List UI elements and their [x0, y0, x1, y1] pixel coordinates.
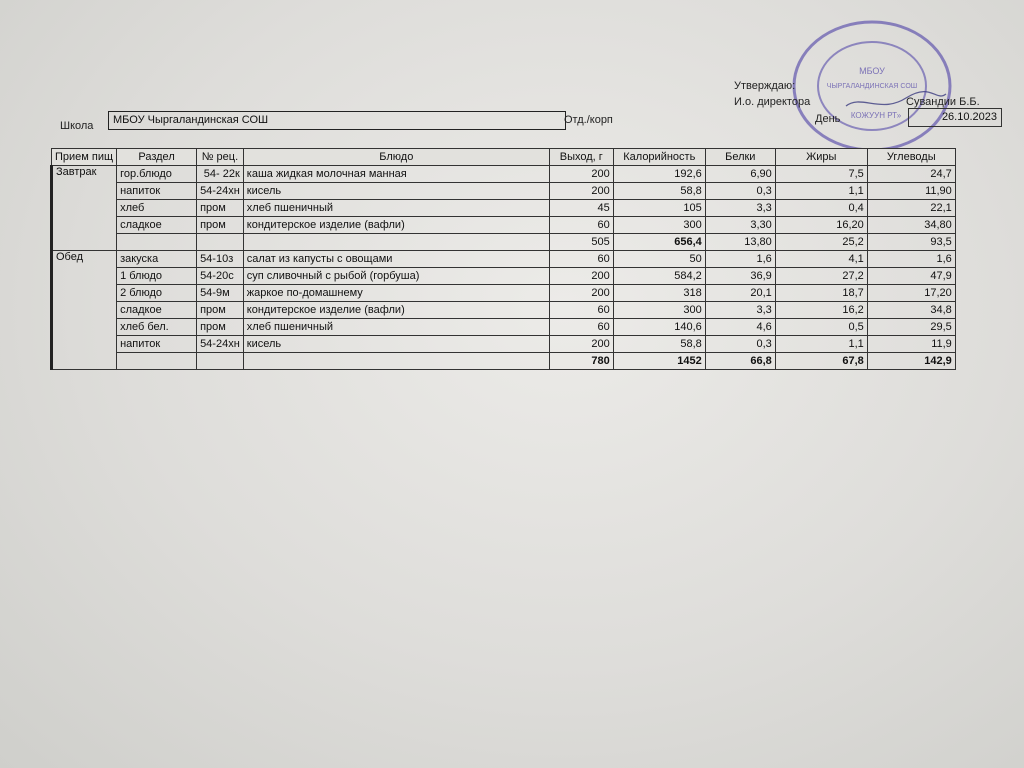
total-kcal: 656,4 — [613, 234, 705, 251]
cell-fat: 18,7 — [775, 285, 867, 302]
total-fat: 67,8 — [775, 353, 867, 370]
cell-yield: 200 — [549, 336, 613, 353]
cell-dish: жаркое по-домашнему — [243, 285, 549, 302]
cell-section: сладкое — [117, 217, 197, 234]
cell-carbs: 22,1 — [867, 200, 955, 217]
cell-section: гор.блюдо — [117, 166, 197, 183]
cell-section: хлеб — [117, 200, 197, 217]
total-yield: 780 — [549, 353, 613, 370]
cell-yield: 45 — [549, 200, 613, 217]
total-carbs: 142,9 — [867, 353, 955, 370]
approve-label: Утверждаю: — [734, 80, 796, 92]
cell-section: сладкое — [117, 302, 197, 319]
cell-protein: 3,30 — [705, 217, 775, 234]
cell-recipe: 54-24хн — [197, 336, 244, 353]
cell-fat: 1,1 — [775, 183, 867, 200]
table-header-row — [52, 149, 956, 166]
cell-fat: 0,5 — [775, 319, 867, 336]
cell-dish: кисель — [243, 336, 549, 353]
department-label: Отд./корп — [564, 114, 613, 126]
col-protein: Белки — [705, 149, 775, 166]
cell-kcal: 105 — [613, 200, 705, 217]
cell-recipe: 54-9м — [197, 285, 244, 302]
cell-dish: хлеб пшеничный — [243, 200, 549, 217]
cell-kcal: 58,8 — [613, 336, 705, 353]
cell-section: хлеб бел. — [117, 319, 197, 336]
cell-carbs: 11,9 — [867, 336, 955, 353]
col-recipe: № рец. — [197, 149, 244, 166]
table-row — [52, 319, 956, 336]
cell-fat: 16,2 — [775, 302, 867, 319]
cell-recipe: 54-24хн — [197, 183, 244, 200]
cell-fat: 7,5 — [775, 166, 867, 183]
cell-protein: 0,3 — [705, 336, 775, 353]
cell-dish: каша жидкая молочная манная — [243, 166, 549, 183]
col-dish: Блюдо — [243, 149, 549, 166]
total-protein: 66,8 — [705, 353, 775, 370]
cell-dish: кисель — [243, 183, 549, 200]
cell-recipe: пром — [197, 302, 244, 319]
school-label: Школа — [60, 120, 94, 132]
cell-carbs: 24,7 — [867, 166, 955, 183]
cell-recipe: 54-20с — [197, 268, 244, 285]
total-kcal: 1452 — [613, 353, 705, 370]
cell-kcal: 300 — [613, 217, 705, 234]
director-name: Сувандии Б.Б. — [906, 96, 980, 108]
total-carbs: 93,5 — [867, 234, 955, 251]
cell-dish: суп сливочный с рыбой (горбуша) — [243, 268, 549, 285]
cell-kcal: 58,8 — [613, 183, 705, 200]
cell-yield: 60 — [549, 302, 613, 319]
cell-carbs: 17,20 — [867, 285, 955, 302]
table-row — [52, 200, 956, 217]
cell-dish: салат из капусты с овощами — [243, 251, 549, 268]
stamp-top-text: МБОУ — [859, 66, 885, 76]
cell-recipe: пром — [197, 200, 244, 217]
stamp-bottom-text: КОЖУУН РТ» — [850, 111, 902, 120]
cell-fat: 0,4 — [775, 200, 867, 217]
meal-name: Завтрак — [52, 166, 117, 251]
col-kcal: Калорийность — [613, 149, 705, 166]
cell-carbs: 29,5 — [867, 319, 955, 336]
cell-carbs: 34,8 — [867, 302, 955, 319]
meal-name: Обед — [52, 251, 117, 370]
table-row — [52, 166, 956, 183]
cell-fat: 1,1 — [775, 336, 867, 353]
col-meal: Прием пищ — [52, 149, 117, 166]
table-row — [52, 217, 956, 234]
table-row — [52, 336, 956, 353]
cell-yield: 200 — [549, 166, 613, 183]
cell-protein: 1,6 — [705, 251, 775, 268]
cell-protein: 3,3 — [705, 200, 775, 217]
cell-kcal: 50 — [613, 251, 705, 268]
cell-protein: 6,90 — [705, 166, 775, 183]
total-fat: 25,2 — [775, 234, 867, 251]
cell-section: 1 блюдо — [117, 268, 197, 285]
cell-protein: 3,3 — [705, 302, 775, 319]
cell-yield: 60 — [549, 217, 613, 234]
cell-section: 2 блюдо — [117, 285, 197, 302]
total-row — [52, 234, 956, 251]
cell-protein: 0,3 — [705, 183, 775, 200]
cell-fat: 4,1 — [775, 251, 867, 268]
cell-fat: 27,2 — [775, 268, 867, 285]
cell-recipe: 54- 22к — [197, 166, 244, 183]
table-row — [52, 183, 956, 200]
cell-kcal: 584,2 — [613, 268, 705, 285]
total-row — [52, 353, 956, 370]
table-row — [52, 285, 956, 302]
cell-section: напиток — [117, 336, 197, 353]
cell-kcal: 318 — [613, 285, 705, 302]
cell-carbs: 1,6 — [867, 251, 955, 268]
table-row — [52, 251, 956, 268]
cell-protein: 4,6 — [705, 319, 775, 336]
cell-dish: кондитерское изделие (вафли) — [243, 302, 549, 319]
cell-protein: 20,1 — [705, 285, 775, 302]
col-section: Раздел — [117, 149, 197, 166]
round-stamp — [786, 14, 956, 164]
cell-carbs: 47,9 — [867, 268, 955, 285]
total-yield: 505 — [549, 234, 613, 251]
cell-kcal: 300 — [613, 302, 705, 319]
total-protein: 13,80 — [705, 234, 775, 251]
cell-yield: 200 — [549, 285, 613, 302]
cell-recipe: пром — [197, 319, 244, 336]
cell-yield: 60 — [549, 319, 613, 336]
col-carbs: Углеводы — [867, 149, 955, 166]
cell-yield: 60 — [549, 251, 613, 268]
cell-yield: 200 — [549, 183, 613, 200]
cell-dish: хлеб пшеничный — [243, 319, 549, 336]
cell-kcal: 140,6 — [613, 319, 705, 336]
col-fat: Жиры — [775, 149, 867, 166]
cell-carbs: 34,80 — [867, 217, 955, 234]
cell-fat: 16,20 — [775, 217, 867, 234]
cell-recipe: 54-10з — [197, 251, 244, 268]
school-name: МБОУ Чыргаландинская СОШ — [108, 111, 566, 130]
table-row — [52, 302, 956, 319]
cell-section: закуска — [117, 251, 197, 268]
stamp-middle-text: ЧЫРГАЛАНДИНСКАЯ СОШ — [826, 83, 918, 90]
director-label: И.о. директора — [734, 96, 811, 108]
col-yield: Выход, г — [549, 149, 613, 166]
cell-protein: 36,9 — [705, 268, 775, 285]
date-value: 26.10.2023 — [908, 108, 1002, 127]
cell-kcal: 192,6 — [613, 166, 705, 183]
day-label: День — [815, 113, 841, 125]
cell-recipe: пром — [197, 217, 244, 234]
table-row — [52, 268, 956, 285]
cell-yield: 200 — [549, 268, 613, 285]
cell-section: напиток — [117, 183, 197, 200]
menu-table — [50, 148, 956, 370]
cell-carbs: 11,90 — [867, 183, 955, 200]
cell-dish: кондитерское изделие (вафли) — [243, 217, 549, 234]
